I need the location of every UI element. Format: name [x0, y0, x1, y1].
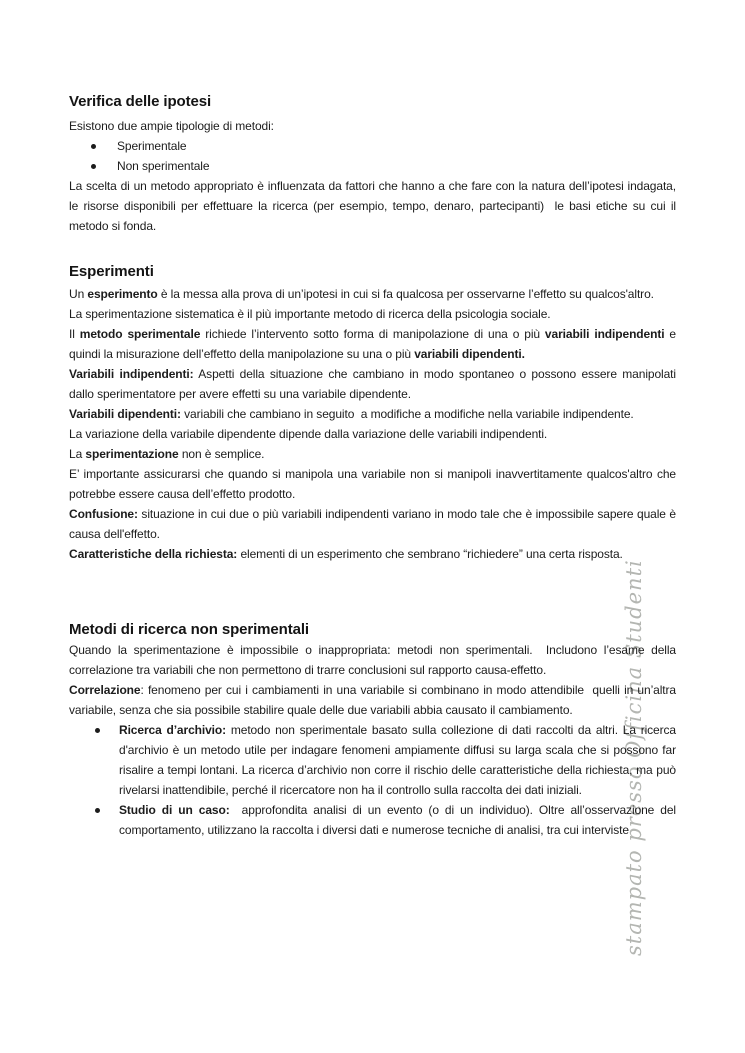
paragraph-variazione: La variazione della variabile dipendente dipende dalla variazione delle variabili indipendenti. — [69, 427, 548, 441]
bullet-list-metodi-non-sperimentali — [69, 720, 676, 840]
paragraph-intro-metodi: Esistono due ampie tipologie di metodi: — [69, 119, 274, 133]
paragraph-variabili-dipendenti: Variabili dipendenti: variabili che cambiano in seguito a modifiche a modifiche nella variabile indipendente. — [69, 407, 634, 421]
list-item-label: Sperimentale — [117, 139, 187, 153]
paragraph-quando-sperimentazione: Quando la sperimentazione è impossibile o inappropriata: metodi non sperimentali. Includono l’esame della correlazione tra variabili che non permettono di trarre conclusioni sul rapporto causa-effetto. — [69, 643, 676, 677]
paragraph-variabili-indipendenti: Variabili indipendenti: Aspetti della situazione che cambiano in modo spontaneo o possono essere manipolati dallo sperimentatore per avere effetti su una variabile dipendente. — [69, 367, 676, 401]
list-item-non-sperimentale — [69, 156, 676, 176]
paragraph-metodo-sperimentale: Il metodo sperimentale richiede l’intervento sotto forma di manipolazione di una o più variabili indipendenti e quindi la misurazione dell’effetto della manipolazione su una o più variabili dipendenti. — [69, 327, 676, 361]
section-heading-metodi-non-sperimentali: Metodi di ricerca non sperimentali — [69, 621, 309, 638]
bullet-icon — [95, 728, 100, 733]
paragraph-sperimentazione-sistematica: La sperimentazione sistematica è il più importante metodo di ricerca della psicologia sociale. — [69, 307, 551, 321]
section-heading-verifica-ipotesi: Verifica delle ipotesi — [69, 93, 212, 110]
bullet-list-tipologie — [69, 136, 676, 176]
list-item-ricerca-archivio — [69, 720, 676, 800]
bullet-icon — [91, 144, 96, 149]
paragraph-scelta-metodo: La scelta di un metodo appropriato è influenzata da fattori che hanno a che fare con la natura dell’ipotesi indagata, le risorse disponibili per effettuare la ricerca (per esempio, tempo, denaro, partecipanti) le basi etiche su cui il metodo si fonda. — [69, 179, 676, 233]
paragraph-confusione: Confusione: situazione in cui due o più variabili indipendenti variano in modo tale che è impossibile sapere quale è causa dell'effetto. — [69, 507, 676, 541]
paragraph-importante-assicurarsi: E’ importante assicurarsi che quando si manipola una variabile non si manipoli inavvertitamente qualcos'altro che potrebbe essere causa dell’effetto prodotto. — [69, 467, 676, 501]
paragraph-esperimento: Un esperimento è la messa alla prova di un’ipotesi in cui si fa qualcosa per osservarne l’effetto su qualcos'altro. — [69, 287, 654, 301]
watermark-text: stampato presso Officina Studenti — [622, 559, 646, 956]
bullet-icon — [91, 164, 96, 169]
paragraph-sperimentazione-non-semplice: La sperimentazione non è semplice. — [69, 447, 265, 461]
section-heading-esperimenti: Esperimenti — [69, 263, 154, 280]
paragraph-correlazione: Correlazione: fenomeno per cui i cambiamenti in una variabile si combinano in modo attendibile quelli in un’altra variabile, senza che sia possibile stabilire quale delle due variabili abbia causato il cambiamento. — [69, 683, 676, 717]
paragraph-caratteristiche-richiesta: Caratteristiche della richiesta: elementi di un esperimento che sembrano “richiedere” una certa risposta. — [69, 547, 623, 561]
bullet-icon — [95, 808, 100, 813]
list-item-text: Ricerca d’archivio: metodo non sperimentale basato sulla collezione di dati raccolti da altri. La ricerca d'archivio è un metodo utile per indagare fenomeni ampiamente diffusi su larga scala che si possono far risalire a tempi lontani. La ricerca d’archivio non corre il rischio delle caratteristiche della richiesta, ma può rivelarsi inattendibile, perché il ricercatore non ha il controllo sulla raccolta dei dati iniziali. — [119, 723, 676, 797]
list-item-studio-caso — [69, 800, 676, 840]
list-item-label: Non sperimentale — [117, 159, 210, 173]
list-item-sperimentale — [69, 136, 676, 156]
list-item-text: Studio di un caso: approfondita analisi di un evento (o di un individuo). Oltre all’osservazione del comportamento, utilizzano la raccolta i diversi dati e numerose tecniche di analisi, tra cui interviste — [119, 803, 676, 837]
